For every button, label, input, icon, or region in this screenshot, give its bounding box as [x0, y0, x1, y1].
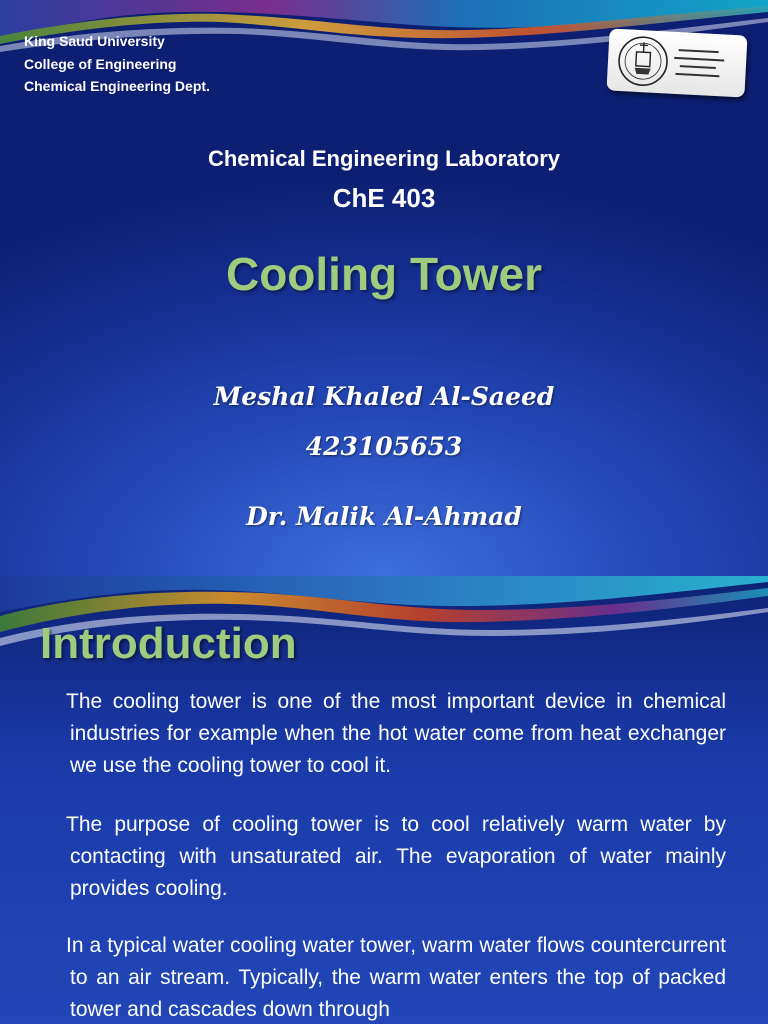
intro-paragraph-3: In a typical water cooling water tower, warm water flows countercurrent to an air stream. Typically, the warm water enters the top of packed tower and cascades down through: [66, 934, 726, 1021]
lab-title: Chemical Engineering Laboratory: [207, 146, 561, 171]
university-emblem-icon: [606, 28, 747, 97]
introduction-slide: [0, 576, 768, 1024]
student-name: Meshal Khaled Al-Saeed: [213, 382, 555, 411]
student-id: 423105653: [305, 432, 463, 461]
college-name: College of Engineering: [24, 55, 177, 72]
section-heading: Introduction: [40, 619, 297, 668]
intro-paragraph-1: The cooling tower is one of the most important device in chemical industries for example when the hot water come from heat exchanger we use the cooling tower to cool it.: [66, 690, 726, 777]
course-code: ChE 403: [332, 183, 436, 213]
department-name: Chemical Engineering Dept.: [24, 78, 210, 94]
supervisor-name: Dr. Malik Al-Ahmad: [246, 502, 522, 531]
intro-paragraph-2: The purpose of cooling tower is to cool relatively warm water by contacting with unsaturated air. The evaporation of water mainly provides cooling.: [66, 813, 726, 900]
university-info: [24, 30, 210, 98]
presentation-title: Cooling Tower: [225, 248, 542, 300]
university-name: King Saud University: [24, 33, 165, 49]
university-logo-card: [606, 28, 747, 97]
